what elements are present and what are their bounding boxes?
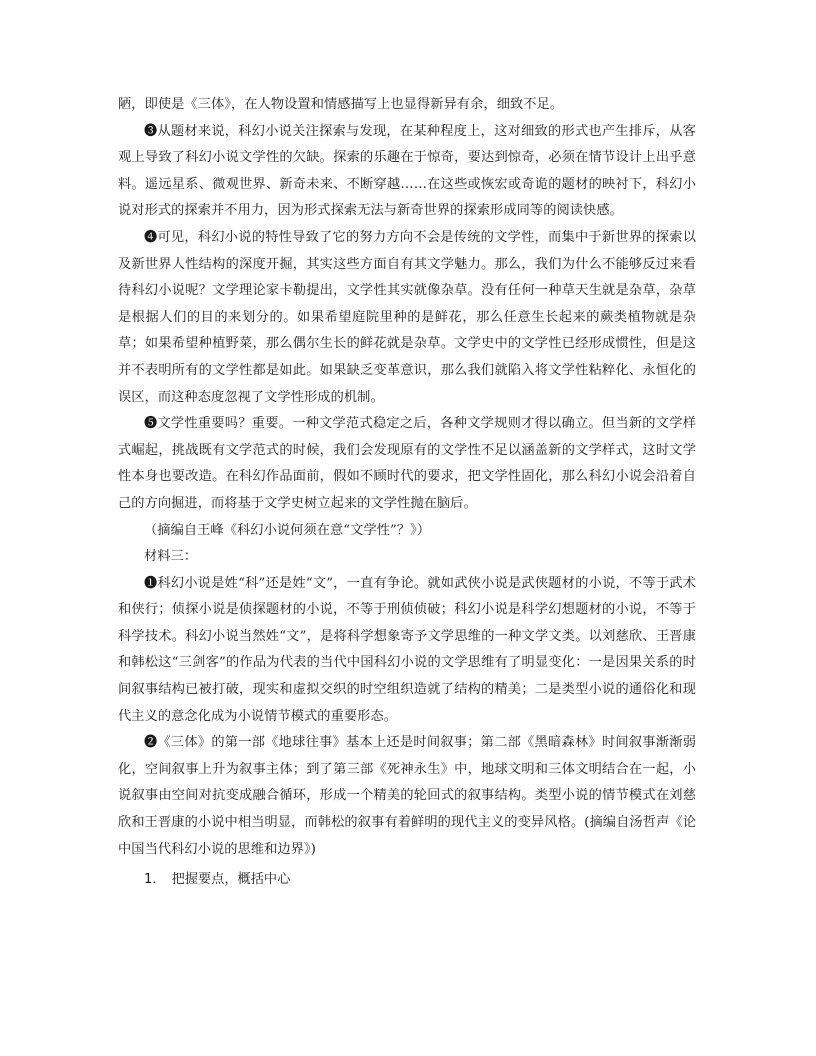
source-citation: （摘编自王峰《科幻小说何须在意“文学性”？》） <box>144 522 431 538</box>
material-three-label: 材料三： <box>144 549 198 565</box>
question-text: 把握要点，概括中心 <box>171 872 291 888</box>
question-heading <box>118 867 696 894</box>
material-three-paragraph-1: ❶科幻小说是姓“科”还是姓“文”，一直有争论。就如武侠小说是武侠题材的小说，不等于武术和侠行；侦探小说是侦探题材的小说，不等于刑侦侦破；科幻小说是科学幻想题材的小说，不等于科学技术。科幻小说当然姓“文”，是将科学想象寄予文学思维的一种文学文类。以刘慈欣、王晋康和韩松这“三剑客”的作品为代表的当代中国科幻小说的文学思维有了明显变化：一是因果关系的时间叙事结构已被打破，现实和虚拟交织的时空组织造就了结构的精美；二是类型小说的通俗化和现代主义的意念化成为小说情节模式的重要形态。 <box>118 575 696 724</box>
paragraph-4: ❹可见，科幻小说的特性导致了它的努力方向不会是传统的文学性，而集中于新世界的探索以及新世界人性结构的深度开掘，其实这些方面自有其文学魅力。那么，我们为什么不能够反过来看待科幻小说呢？文学理论家卡勒提出，文学性其实就像杂草。没有任何一种草天生就是杂草，杂草是根据人们的目的来划分的。如果希望庭院里种的是鲜花，那么任意生长起来的蕨类植物就是杂草；如果希望种植野菜，那么偶尔生长的鲜花就是杂草。文学史中的文学性已经形成惯性，但是这并不表明所有的文学性都是如此。如果缺乏变革意识，那么我们就陷入将文学性粘粹化、永恒化的误区，而这种态度忽视了文学性形成的机制。 <box>118 229 696 405</box>
material-three-paragraph-2: ❷《三体》的第一部《地球往事》基本上还是时间叙事；第二部《黑暗森林》时间叙事渐渐弱化，空间叙事上升为叙事主体；到了第三部《死神永生》中，地球文明和三体文明结合在一起，小说叙事由空间对抗变成融合循环，形成一个精美的轮回式的叙事结构。类型小说的情节模式在刘慈欣和王晋康的小说中相当明显，而韩松的叙事有着鲜明的现代主义的变异风格。(摘编自汤哲声《论中国当代科幻小说的思维和边界》) <box>118 735 696 857</box>
paragraph-3: ❸从题材来说，科幻小说关注探索与发现，在某种程度上，这对细致的形式也产生排斥，从客观上导致了科幻小说文学性的欠缺。探索的乐趣在于惊奇，要达到惊奇，必须在情节设计上出乎意料。遥远星系、微观世界、新奇未来、不断穿越……在这些或恢宏或奇诡的题材的映衬下，科幻小说对形式的探索并不用力，因为形式探索无法与新奇世界的探索形成同等的阅读快感。 <box>118 123 696 219</box>
document-page <box>118 92 696 894</box>
paragraph-5: ❺文学性重要吗？重要。一种文学范式稳定之后，各种文学规则才得以确立。但当新的文学样式崛起，挑战既有文学范式的时候，我们会发现原有的文学性不足以涵盖新的文学样式，这时文学性本身也要改造。在科幻作品面前，假如不顾时代的要求，把文学性固化，那么科幻小说会沿着自己的方向掘进，而将基于文学史树立起来的文学性抛在脑后。 <box>118 416 696 511</box>
paragraph-continuation: 陋，即使是《三体》，在人物设置和情感描写上也显得新异有余，细致不足。 <box>118 97 564 112</box>
question-number: 1． <box>144 872 166 888</box>
